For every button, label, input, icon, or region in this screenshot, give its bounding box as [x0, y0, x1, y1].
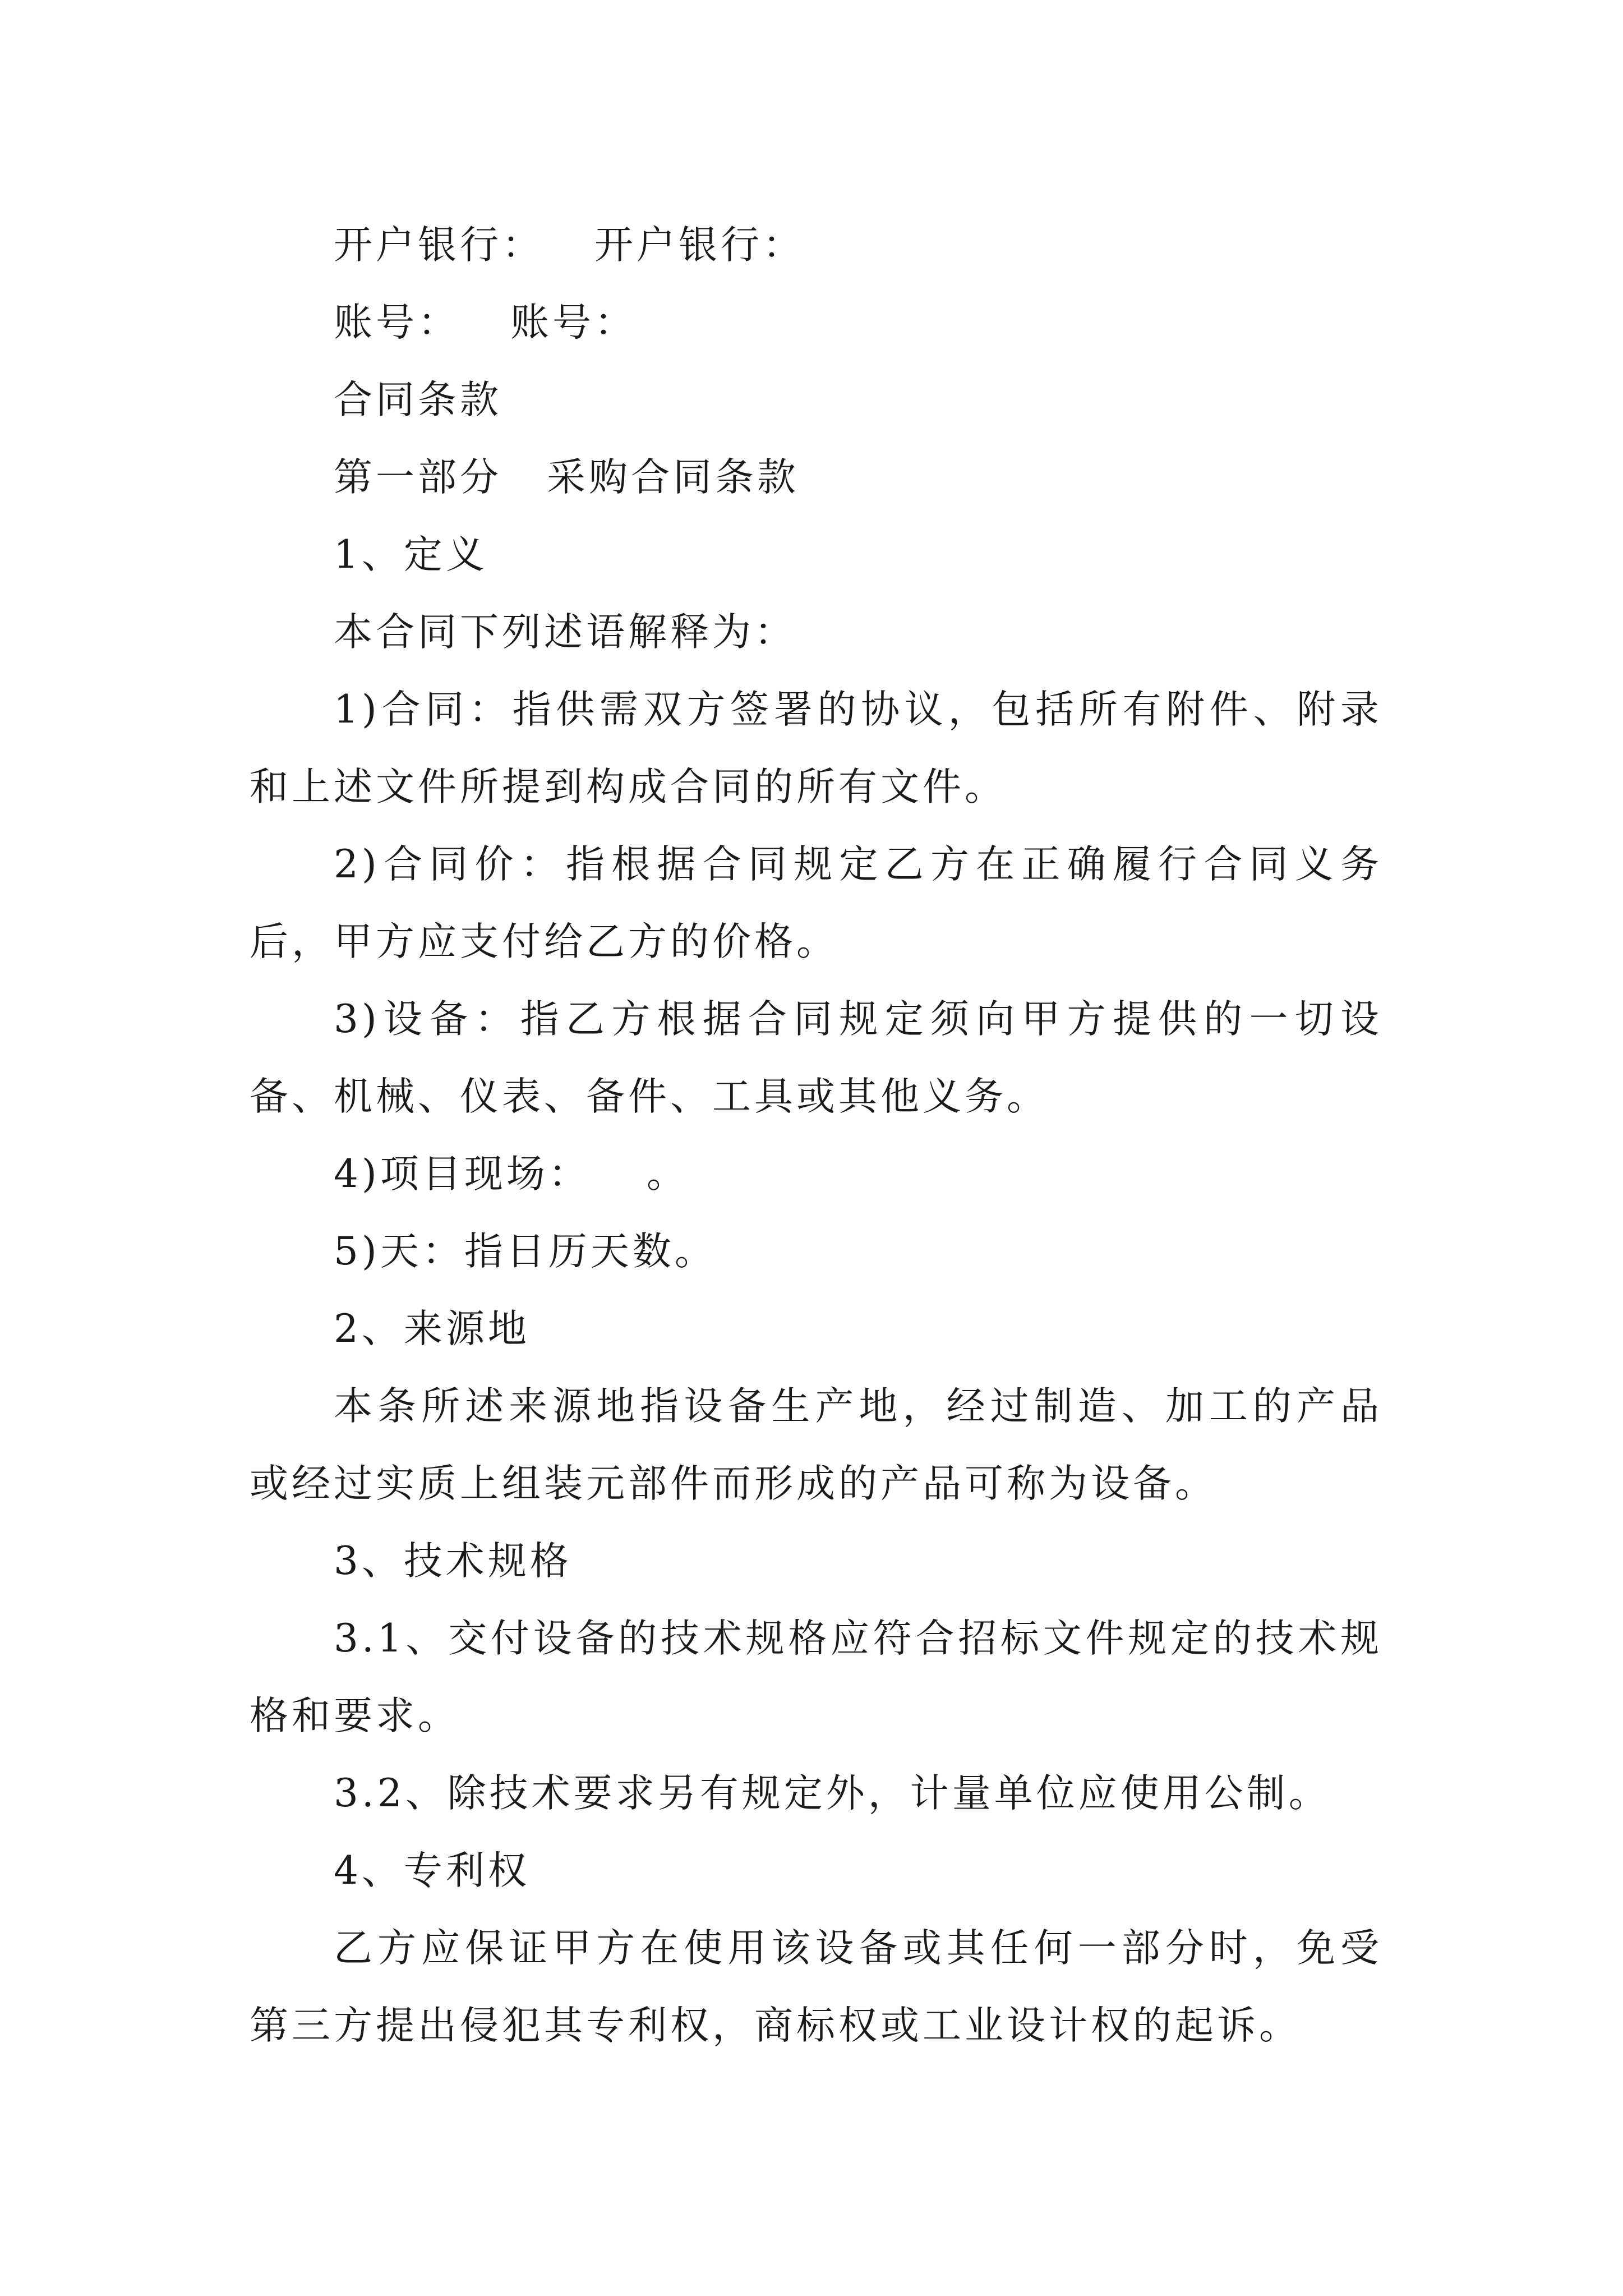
part-one-heading [250, 439, 1382, 516]
definition-contract-price: 2)合同价：指根据合同规定乙方在正确履行合同义务后，甲方应支付给乙方的价格。 [250, 842, 1382, 964]
contract-terms-heading: 合同条款 [334, 378, 502, 422]
definition-equipment: 3)设备：指乙方根据合同规定须向甲方提供的一切设备、机械、仪表、备件、工具或其他义务。 [250, 997, 1382, 1119]
definition-project-site [250, 1135, 1382, 1213]
account-right-label: 账号： [510, 300, 637, 345]
bank-left-label: 开户银行： [334, 223, 544, 268]
bank-right-label: 开户银行： [594, 223, 805, 268]
bank-line [250, 206, 1382, 284]
part-one-label: 第一部分 [334, 455, 502, 500]
section-2-body: 本条所述来源地指设备生产地，经过制造、加工的产品或经过实质上组装元部件而形成的产品可称为设备。 [250, 1384, 1382, 1506]
section-3-2: 3.2、除技术要求另有规定外，计量单位应使用公制。 [334, 1771, 1331, 1816]
section-4-heading: 4、专利权 [334, 1848, 530, 1893]
section-3-heading: 3、技术规格 [334, 1539, 572, 1584]
account-left-label: 账号： [334, 300, 460, 345]
section-1-heading: 1、定义 [334, 532, 488, 577]
definition-contract: 1)合同：指供需双方签署的协议，包括所有附件、附录和上述文件所提到构成合同的所有文件。 [250, 687, 1382, 809]
definition-day: 5)天：指日历天数。 [334, 1229, 717, 1274]
project-site-end: 。 [646, 1152, 689, 1197]
account-line [250, 284, 1382, 361]
part-one-title: 采购合同条款 [547, 455, 799, 500]
section-1-intro: 本合同下列述语解释为： [334, 610, 796, 655]
project-site-label: 4)项目现场： [334, 1152, 591, 1197]
section-2-heading: 2、来源地 [334, 1306, 530, 1351]
section-3-1: 3.1、交付设备的技术规格应符合招标文件规定的技术规格和要求。 [250, 1616, 1382, 1738]
document-body [250, 206, 1382, 2064]
section-4-body: 乙方应保证甲方在使用该设备或其任何一部分时，免受第三方提出侵犯其专利权，商标权或工业设计权的起诉。 [250, 1926, 1382, 2048]
